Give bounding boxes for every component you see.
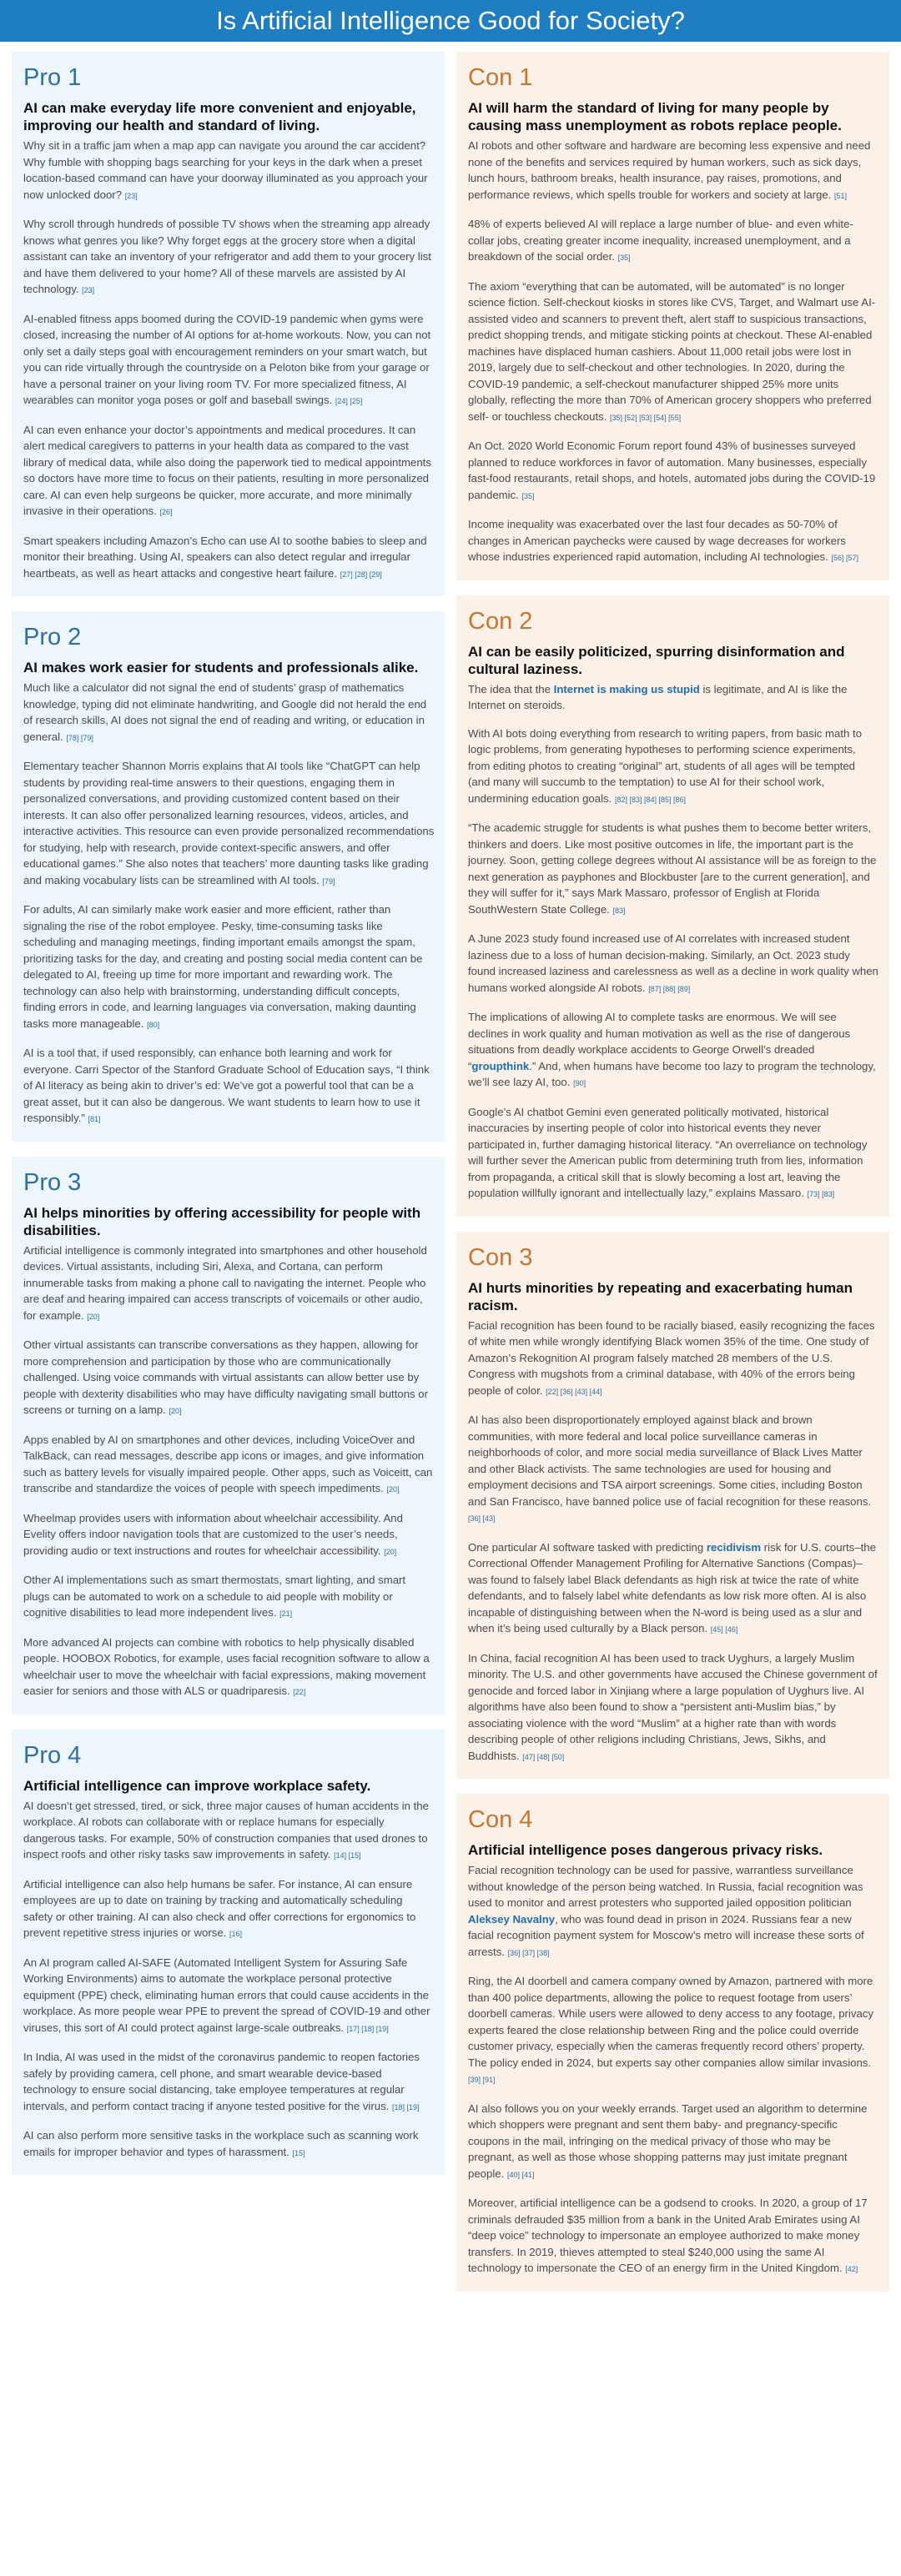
con-paragraph xyxy=(468,1009,879,1092)
con-paragraph xyxy=(468,931,879,997)
paragraph-text: Much like a calculator did not signal the end of students’ grasp of mathematics knowledge, typing did not eliminate handwriting, and Google did not herald the end of research skills, AI does not signal the end of reading and writing, or education in general. xyxy=(23,681,427,743)
pro-card-1 xyxy=(12,52,445,596)
con-label: Con 1 xyxy=(468,64,533,91)
citation-refs[interactable]: [39] [91] xyxy=(468,2076,496,2084)
citation-refs[interactable]: [16] xyxy=(229,1930,243,1938)
citation-refs[interactable]: [78] [79] xyxy=(66,733,93,742)
pro-column xyxy=(12,52,445,2307)
inline-link[interactable]: Internet is making us stupid xyxy=(553,682,700,695)
paragraph-text: The implications of allowing AI to complete tasks are enormous. We will see declines in work quality and human motivation as well as the rise of dangerous situations from deadly workplace accidents to George Orwell’s dreaded “ xyxy=(468,1011,851,1072)
con-label: Con 4 xyxy=(468,1806,533,1833)
citation-refs[interactable]: [36] [43] xyxy=(468,1514,496,1523)
citation-refs[interactable]: [73] [83] xyxy=(807,1190,835,1198)
paragraph-text: With AI bots doing everything from research to writing papers, from basic math to logic problems, from generating hypotheses to performing science experiments, from editing photos to creating “original” art, students of all ages will be tempted (and many will succumb to the temptation) to use AI for their school work, undermining education goals. xyxy=(468,726,863,805)
con-heading: AI will harm the standard of living for many people by causing mass unemployment as robots replace people. xyxy=(468,100,842,133)
citation-refs[interactable]: [80] xyxy=(147,1020,160,1029)
paragraph-text: Google’s AI chatbot Gemini even generated politically motivated, historical inaccuracies by inserting people of color into historical events they never participated in, further damaging historical literacy. “An overreliance on technology will further sever the American public from determining truth from lies, information from propaganda, a critical skill that is slowly becoming a lost art, leaving the population willfully ignorant and intellectually lazy,” explains Massaro. xyxy=(468,1105,868,1199)
pro-paragraph xyxy=(23,1955,435,2038)
citation-refs[interactable]: [45] [46] xyxy=(710,1625,738,1634)
paragraph-text: AI doesn’t get stressed, tired, or sick, three major causes of human accidents in the workplace. AI robots can collaborate with or replace humans for especially dangerous tasks. For example, 50% of construction companies that used drones to inspect roofs and other risky tasks saw improvements in safety. xyxy=(23,1799,429,1860)
pro-paragraph xyxy=(23,138,435,204)
pro-heading: AI helps minorities by offering accessibility for people with disabilities. xyxy=(23,1204,421,1238)
pro-label: Pro 2 xyxy=(23,624,82,650)
citation-refs[interactable]: [81] xyxy=(88,1115,101,1123)
pro-label: Pro 4 xyxy=(23,1741,82,1769)
page-title-banner xyxy=(0,0,901,42)
citation-refs[interactable]: [23] xyxy=(124,191,138,200)
paragraph-text: AI can even enhance your doctor’s appointments and medical procedures. It can alert medical caregivers to patterns in your health data as compared to the vast library of medical data, while also doing the paperwork tied to medical appointments so doctors have more time to focus on their patients, resulting in more personalized care. AI can even help surgeons be quicker, more accurate, and more minimally invasive in their operations. xyxy=(23,423,431,517)
pro-label: Pro 3 xyxy=(23,1168,82,1196)
citation-refs[interactable]: [21] xyxy=(279,1609,293,1618)
paragraph-text: Artificial intelligence is commonly integrated into smartphones and other household devices. Virtual assistants, including Siri, Alexa, and Cortana, can perform innumerable tasks from making a phone call to navigating the internet. People who are deaf and hearing impaired can access transcripts of voicemails or other audio, for example. xyxy=(23,1243,427,1322)
citation-refs[interactable]: [87] [88] [89] xyxy=(648,984,691,993)
pro-heading: AI makes work easier for students and professionals alike. xyxy=(23,660,419,675)
paragraph-text: A June 2023 study found increased use of AI correlates with increased student laziness due to a loss of human decision-making. Similarly, an Oct. 2023 study found increased laziness and carelessness as well as a decline in work quality when humans worked alongside AI robots. xyxy=(468,932,878,994)
con-paragraph xyxy=(468,2101,879,2184)
citation-refs[interactable]: [18] [19] xyxy=(392,2102,420,2112)
citation-refs[interactable]: [20] xyxy=(384,1547,397,1556)
pro-paragraph xyxy=(23,1798,435,1865)
paragraph-text: The axiom “everything that can be automated, will be automated” is no longer science fiction. Self-checkout kiosks in stores like CVS, Target, and Walmart use AI-assisted video and scanners to prevent theft, alert staff to suspicious transactions, predict shopping trends, and mitigate sticking points at checkout. These AI-enabled machines have displaced human cashiers. About 11,000 retail jobs were lost in 2019, largely due to self-checkout and other technologies. In 2020, during the COVID-19 pandemic, a self-checkout manufacturer shipped 25% more units globally, reflecting the more than 70% of American grocery shoppers who preferred self- or touchless checkouts. xyxy=(468,279,876,423)
pro-card-3 xyxy=(12,1157,445,1715)
con-label: Con 2 xyxy=(468,607,533,635)
con-paragraph xyxy=(468,1104,879,1203)
paragraph-text: Why scroll through hundreds of possible TV shows when the streaming app already knows what genres you like? Why forget eggs at the grocery store when a digital assistant can take an inventory of your refrigerator and add them to your grocery list and have them delivered to your home? All of these marvels are assisted by AI technology. xyxy=(23,218,431,295)
paragraph-text: is legitimate, and AI is like the Internet on steroids. xyxy=(468,682,848,711)
con-heading: Artificial intelligence poses dangerous privacy risks. xyxy=(468,1842,823,1858)
paragraph-text: AI robots and other software and hardware are becoming less expensive and need none of the benefits and services required by human workers, such as sick days, lunch hours, bathroom breaks, health insurance, pay raises, promotions, and performance reviews, which spells trouble for workers and society at large. xyxy=(468,139,871,201)
citation-refs[interactable]: [17] [18] [19] xyxy=(346,2024,389,2033)
paragraph-text: Other AI implementations such as smart thermostats, smart lighting, and smart plugs can be automated to work on a schedule to aid people with mobility or cognitive disabilities to lead more independent lives. xyxy=(23,1574,406,1619)
citation-refs[interactable]: [22] xyxy=(293,1688,306,1696)
con-paragraph xyxy=(468,1318,879,1401)
citation-refs[interactable]: [20] xyxy=(87,1312,100,1321)
pro-label: Pro 1 xyxy=(23,64,82,91)
citation-refs[interactable]: [42] xyxy=(845,2265,858,2273)
pro-paragraph xyxy=(23,1243,435,1326)
con-card-1 xyxy=(456,52,889,580)
citation-refs[interactable]: [35] xyxy=(521,491,535,500)
citation-refs[interactable]: [36] [37] [38] xyxy=(507,1948,550,1957)
con-paragraph xyxy=(468,2195,879,2278)
paragraph-text: 48% of experts believed AI will replace a large number of blue- and even white-collar jobs, creating greater income inequality, increased unemployment, and a breakdown of the social order. xyxy=(468,218,853,263)
pro-paragraph xyxy=(23,1432,435,1499)
con-card-3 xyxy=(456,1232,889,1780)
paragraph-text: Ring, the AI doorbell and camera company owned by Amazon, partnered with more than 400 police departments, allowing the police to request footage from users’ doorbell cameras. While users were allowed to deny access to any footage, privacy experts feared the close relationship between Ring and the police could override customer privacy, especially when the cameras frequently record others’ property. The policy ended in 2024, but experts say other companies allow similar invasions. xyxy=(468,1975,873,2069)
paragraph-text: Apps enabled by AI on smartphones and other devices, including VoiceOver and TalkBack, can read messages, describe app icons or images, and give information such as battery levels for visually impaired people. Other apps, such as Voiceitt, can transcribe and standardize the voices of people with speech impediments. xyxy=(23,1433,433,1494)
citation-refs[interactable]: [24] [25] xyxy=(335,397,363,405)
con-heading: AI hurts minorities by repeating and exacerbating human racism. xyxy=(468,1279,853,1313)
pro-paragraph xyxy=(23,2127,435,2162)
con-paragraph xyxy=(468,438,879,505)
paragraph-text: AI-enabled fitness apps boomed during the COVID-19 pandemic when gyms were closed, increasing the number of AI options for at-home workouts. Now, you can not only set a daily steps goal with encouragement reminders on your smart watch, but you can ride virtually through the countryside on a Peloton bike from your garage or have a personal trainer on your living room TV. For more specialized fitness, AI wearables can monitor yoga poses or golf and baseball swings. xyxy=(23,312,431,406)
con-paragraph xyxy=(468,1539,879,1639)
citation-refs[interactable]: [23] xyxy=(82,286,95,294)
con-paragraph xyxy=(468,516,879,567)
citation-refs[interactable]: [20] xyxy=(169,1407,182,1415)
citation-refs[interactable]: [82] [83] [84] [85] [86] xyxy=(614,795,687,804)
pro-paragraph xyxy=(23,1510,435,1561)
pro-heading: Artificial intelligence can improve workplace safety. xyxy=(23,1777,371,1794)
paragraph-text: The idea that the xyxy=(468,682,554,695)
citation-refs[interactable]: [26] xyxy=(159,508,173,516)
page-title: Is Artificial Intelligence Good for Society? xyxy=(216,6,685,35)
paragraph-text: An Oct. 2020 World Economic Forum report found 43% of businesses surveyed planned to reduce workforces in favor of automation. Many businesses, especially fast-food restaurants, retail shops, and hotels, automated jobs during the COVID-19 pandemic. xyxy=(468,439,876,501)
paragraph-text: More advanced AI projects can combine with robotics to help physically disabled people. HOOBOX Robotics, for example, uses facial recognition software to allow a wheelchair user to move the wheelchair with facial expressions, making movement easier for seniors and those with ALS or quadriparesis. xyxy=(23,1635,430,1697)
pro-paragraph xyxy=(23,1572,435,1623)
con-paragraph xyxy=(468,1650,879,1766)
paragraph-text: “The academic struggle for students is what pushes them to become better writers, thinkers and doers. Like most positive outcomes in life, the important part is the journey. Soon, getting college degrees without AI assistance will be as foreign to the next generation as payphones and Blockbuster [are to the current generation], and they will suffer for it,” says Mark Massaro, professor of English at Florida SouthWestern State College. xyxy=(468,821,877,916)
paragraph-text: Income inequality was exacerbated over the last four decades as 50-70% of changes in American paychecks were caused by wage decreases for workers whose industries experienced rapid automation, including AI technologies. xyxy=(468,518,846,563)
citation-refs[interactable]: [90] xyxy=(573,1079,586,1087)
pro-card-2 xyxy=(12,611,445,1142)
paragraph-text: , who was found dead in prison in 2024. Russians fear a new facial recognition payment system for Moscow’s metro will increase these sorts of arrests. xyxy=(468,1912,864,1958)
paragraph-text: Moreover, artificial intelligence can be a godsend to crooks. In 2020, a group of 17 criminals defrauded $35 million from a bank in the United Arab Emirates using AI “deep voice” technology to impersonate an employee authorized to make money transfers. In 2019, thieves attempted to steal $240,000 using the same AI technology to impersonate the CEO of an energy firm in the United Kingdom. xyxy=(468,2197,868,2274)
con-paragraph xyxy=(468,1973,879,2089)
pro-paragraph xyxy=(23,1337,435,1420)
con-paragraph xyxy=(468,216,879,267)
citation-refs[interactable]: [83] xyxy=(612,906,626,915)
inline-link[interactable]: groupthink xyxy=(471,1059,530,1072)
paragraph-text: risk for U.S. courts–the Correctional Offender Management Profiling for Alternative Sanctions (Compas)–was found to falsely label Black defendants as high risk at twice the rate of white defendants, and to falsely label white defendants as low risk more often. AI is also incapable of distinguishing between when the N-word is being used as a slur and when it’s being used culturally by a Black person. xyxy=(468,1540,876,1634)
paragraph-text: .” And, when humans have become too lazy to program the technology, we’ll see lazy AI, too. xyxy=(468,1059,876,1088)
pro-paragraph xyxy=(23,1045,435,1128)
pro-heading: AI can make everyday life more convenient and enjoyable, improving our health and standard of living. xyxy=(23,100,416,133)
con-column xyxy=(456,52,889,2307)
paragraph-text: AI is a tool that, if used responsibly, can enhance both learning and work for everyone. Carri Spector of the Stanford Graduate School of Education says, “I think of AI literacy as being akin to driver’s ed: We’ve got a powerful tool that can be a great asset, but it can also be dangerous. We want students to learn how to use it responsibly.” xyxy=(23,1047,430,1124)
paragraph-text: One particular AI software tasked with predicting xyxy=(468,1540,707,1554)
citation-refs[interactable]: [56] [57] xyxy=(831,554,858,562)
citation-refs[interactable]: [47] [48] [50] xyxy=(522,1752,565,1761)
paragraph-text: Smart speakers including Amazon’s Echo can use AI to soothe babies to sleep and monitor their breathing. Using AI, speakers can also detect regular and irregular heartbeats, as well as heart attacks and congestive heart failure. xyxy=(23,534,427,580)
paragraph-text: Why sit in a traffic jam when a map app can navigate you around the car accident? Why fumble with shopping bags searching for your keys in the dark when a preset location-based command can have your doorway illuminated as you approach your now unlocked door? xyxy=(23,139,428,201)
con-heading: AI can be easily politicized, spurring disinformation and cultural laziness. xyxy=(468,643,845,677)
con-card-4 xyxy=(456,1794,889,2292)
citation-refs[interactable]: [14] [15] xyxy=(334,1851,361,1860)
con-paragraph xyxy=(468,138,879,204)
citation-refs[interactable]: [35] xyxy=(617,254,631,262)
citation-refs[interactable]: [22] [36] [43] [44] xyxy=(546,1387,602,1396)
paragraph-text: Elementary teacher Shannon Morris explains that AI tools like “ChatGPT can help students by providing real-time answers to their questions, engaging them in personalized conversations, and providing customized content based on their interests. It can also offer personalized learning resources, videos, articles, and interactive activities. This resource can even provide personalized recommendations for studying, help with research, provide context-specific answers, and offer educational games.” She also notes that teachers’ more daunting tasks like grading and making vocabulary lists can be streamlined with AI tools. xyxy=(23,760,435,886)
paragraph-text: Artificial intelligence can also help humans be safer. For instance, AI can ensure employees are up to date on training by tracking and automatically scheduling safety or other training. AI can also check and offer corrections for ergonomics to prevent repetitive stress injuries or worse. xyxy=(23,1877,416,1939)
con-paragraph xyxy=(468,1412,879,1528)
paragraph-text: For adults, AI can similarly make work easier and more efficient, rather than signaling the rise of the robot employee. Pesky, time-consuming tasks like scheduling and managing meetings, finding important emails amongst the spam, prioritizing tasks for the day, and creating and posting social media content can be delegated to AI, freeing up time for more important and rewarding work. The technology can also help with brainstorming, understanding difficult concepts, finding errors in code, and learning languages via conversation, making daunting tasks more manageable. xyxy=(23,903,423,1030)
citation-refs[interactable]: [27] [28] [29] xyxy=(340,570,382,579)
pro-con-layout xyxy=(0,42,901,2307)
con-label: Con 3 xyxy=(468,1243,533,1271)
citation-refs[interactable]: [51] xyxy=(834,191,848,200)
pro-paragraph xyxy=(23,216,435,299)
paragraph-text: Other virtual assistants can transcribe conversations as they happen, allowing for more comprehension and participation by those who are communicationally challenged. Using voice commands with virtual assistants can allow better use by people with dexterity disabilities who may have difficulty navigating small buttons or screens or turning on a lamp. xyxy=(23,1338,429,1416)
paragraph-text: An AI program called AI-SAFE (Automated Intelligent System for Assuring Safe Working Environments) aims to automate the workplace personal protective equipment (PPE) check, eliminating human errors that could cause accidents in the workplace. As more people wear PPE to prevent the spread of COVID-19 and other viruses, this sort of AI could protect against large-scale outbreaks. xyxy=(23,1956,430,2034)
pro-paragraph xyxy=(23,2049,435,2116)
citation-refs[interactable]: [20] xyxy=(386,1485,400,1494)
con-card-2 xyxy=(456,595,889,1217)
paragraph-text: In India, AI was used in the midst of the coronavirus pandemic to reopen factories safely by providing camera, cell phone, and smart wearable device-based technology to ensure social distancing, take employee temperatures at regular intervals, and perform contact tracing if anyone tested positive for the virus. xyxy=(23,2051,420,2112)
pro-paragraph xyxy=(23,533,435,584)
con-paragraph xyxy=(468,681,879,714)
pro-paragraph xyxy=(23,422,435,521)
citation-refs[interactable]: [79] xyxy=(322,876,335,886)
con-paragraph xyxy=(468,279,879,427)
con-paragraph xyxy=(468,726,879,809)
pro-card-4 xyxy=(12,1730,445,2176)
paragraph-text: Wheelmap provides users with information about wheelchair accessibility. And Evelity offers indoor navigation tools that are customized to the user’s needs, providing audio or text instructions and routes for wheelchair accessibility. xyxy=(23,1511,403,1557)
inline-link[interactable]: recidivism xyxy=(706,1540,762,1554)
pro-paragraph xyxy=(23,680,435,746)
con-paragraph xyxy=(468,820,879,919)
pro-paragraph xyxy=(23,1634,435,1701)
paragraph-text: AI has also been disproportionately employed against black and brown communities, with more federal and local police surveillance cameras in neighborhoods of color, and more social media surveillance of Black Lives Matter and other Black activists. The same technologies are used for housing and employment decisions and TSA airport screenings. Some cities, including Boston and San Francisco, have banned police use of facial recognition for these reasons. xyxy=(468,1414,872,1508)
citation-refs[interactable]: [40] [41] xyxy=(506,2170,535,2179)
inline-link[interactable]: Aleksey Navalny xyxy=(468,1912,556,1926)
paragraph-text: AI can also perform more sensitive tasks in the workplace such as scanning work emails for improper behavior and types of harassment. xyxy=(23,2129,419,2158)
citation-refs[interactable]: [35] [52] [53] [54] [55] xyxy=(610,413,682,422)
paragraph-text: AI also follows you on your weekly errands. Target used an algorithm to determine which shoppers were pregnant and sent them baby- and pregnancy-specific coupons in the mail, infringing on the medical privacy of those who may be pregnant, as well as those whose shopping patterns may just imitate pregnant people. xyxy=(468,2101,868,2180)
con-paragraph xyxy=(468,1862,879,1961)
pro-paragraph xyxy=(23,758,435,890)
pro-paragraph xyxy=(23,311,435,410)
paragraph-text: Facial recognition has been found to be racially biased, easily recognizing the faces of white men while wrongly identifying Black women 35% of the time. One study of Amazon’s Rekognition AI program falsely matched 28 members of the U.S. Congress with mugshots from a criminal database, with 40% of the errors being people of color. xyxy=(468,1318,875,1397)
pro-paragraph xyxy=(23,901,435,1033)
pro-paragraph xyxy=(23,1876,435,1943)
paragraph-text: In China, facial recognition AI has been used to track Uyghurs, a largely Muslim minority. The U.S. and other governments have accused the Chinese government of genocide and forced labor in Xinjiang where a large population of Uyghurs live. AI algorithms have also been found to show a “persistent anti-Muslim bias,” by associating violence with the word “Muslim” at a higher rate than with words describing people of other religions including Christians, Jews, Sikhs, and Buddhists. xyxy=(468,1651,878,1762)
citation-refs[interactable]: [15] xyxy=(292,2148,305,2157)
paragraph-text: Facial recognition technology can be used for passive, warrantless surveillance without knowledge of the person being watched. In Russia, facial recognition was used to monitor and arrest protesters who supported jailed opposition politician xyxy=(468,1864,863,1909)
